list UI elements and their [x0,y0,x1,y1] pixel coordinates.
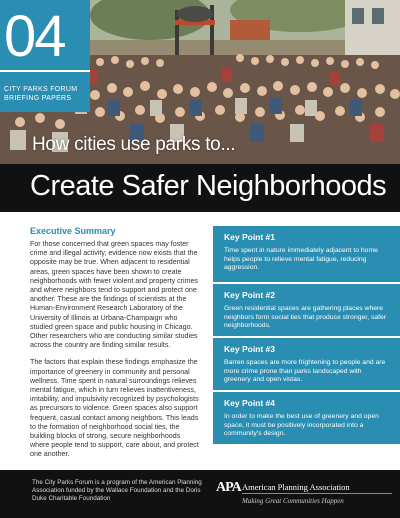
summary-heading: Executive Summary [30,226,116,236]
page-title: Create Safer Neighborhoods [30,170,387,202]
key-point-text: Green residential spaces are gathering places where neighbors form social ties that produce stronger, safer neighborhoods. [224,305,387,330]
program-credit: The City Parks Forum is a program of the American Planning Association funded by the Wallace Foundation and the Doris Duke Charitable Foundation [32,479,202,502]
key-point-box [213,226,400,282]
apa-logo: APA [216,480,241,495]
hero-photo [0,0,400,164]
summary-paragraph: The factors that explain these findings emphasize the importance of greenery in community and personal wellness. Time spent in natural surroundings relieves mental fatigue, which in turn relieves inattentiveness, irritability, and impulsivity recognized by psychologists as precursors to violence. Green spaces also support frequent, casual contact among neighbors. This leads to the formation of neighborhood social ties, the building blocks of strong, secure neighborhoods where people tend to support, care about, and protect one another. [30,358,199,459]
key-point-text: Barren spaces are more frightening to people and are more crime prone than parks landscaped with greenery and open vistas. [224,359,386,384]
key-point-box [213,338,400,390]
organization-name: American Planning Association [242,482,350,492]
footer-divider [242,493,392,494]
issue-badge [0,0,90,112]
key-point-heading: Key Point #4 [224,398,276,408]
badge-divider [0,70,90,72]
organization-tagline: Making Great Communities Happen [242,497,344,505]
executive-summary [30,226,200,468]
key-point-text: In order to make the best use of greenery and open space, it must be positively incorporated into a community's design. [224,413,379,438]
title-bar [0,164,400,212]
series-label: CITY PARKS FORUM BRIEFING PAPERS [4,86,78,102]
key-point-text: Time spent in nature immediately adjacent to home helps people to relieve mental fatigue, reducing aggression. [224,247,378,272]
key-point-box [213,284,400,336]
key-point-heading: Key Point #2 [224,290,276,300]
key-point-heading: Key Point #1 [224,232,276,242]
key-point-heading: Key Point #3 [224,344,276,354]
key-point-box [213,392,400,444]
footer [0,470,400,518]
hero-kicker: How cities use parks to... [32,134,236,155]
summary-paragraph: For those concerned that green spaces may foster crime and illegal activity, evidence now exists that the opposite may be true. When adjacent to residential areas, green spaces have been shown to create neighborhoods with fewer violent and property crimes and where neighbors tend to support and protect one another. These are the findings of scientists at the Human-Environment Research Laboratory of the University of Illinois at Urbana-Champaign who studied green space and public housing in Chicago. Other researchers who are conducting similar studies across the country are finding similar results. [30,240,198,350]
issue-number: 04 [4,4,65,69]
